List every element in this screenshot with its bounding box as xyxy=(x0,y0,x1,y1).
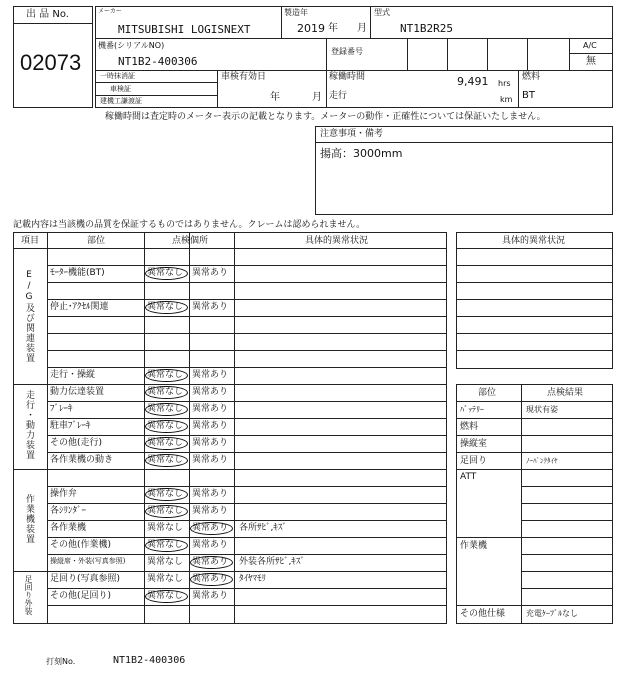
col-check: 点検個所 xyxy=(172,236,209,246)
serial-label: 機番(シリアルNO) xyxy=(98,41,165,50)
circle-mark-ok xyxy=(145,403,188,416)
check-ok-label: 異常なし xyxy=(147,454,184,465)
circle-mark-ok xyxy=(145,505,188,518)
part-label: その他(作業機) xyxy=(50,539,112,550)
check-ng-label: 異常あり xyxy=(192,420,229,431)
part-label: 各作業機 xyxy=(50,522,87,533)
circle-mark-ok xyxy=(145,267,188,280)
stamp-value: NT1B2-400306 xyxy=(113,655,186,666)
detail-text: 各所ｻﾋﾞ,ｷｽﾞ xyxy=(239,522,287,533)
part-label: 動力伝達装置 xyxy=(50,386,105,397)
cert-2: 車検証 xyxy=(110,85,131,93)
check-ok-label: 異常なし xyxy=(147,369,184,380)
check-ng-label: 異常あり xyxy=(192,522,229,533)
circle-mark-ok xyxy=(145,301,188,314)
mileage-unit: km xyxy=(500,95,513,104)
hours-value: 9,491 xyxy=(457,75,489,88)
inspection-year: 年 xyxy=(270,92,280,103)
check-ok-label: 異常なし xyxy=(147,505,184,516)
circle-mark-ok xyxy=(145,386,188,399)
part-label: 足回り(写真参照) xyxy=(50,573,121,584)
part-label: 各作業機の動き xyxy=(50,454,114,465)
model-value: NT1B2R25 xyxy=(400,22,453,35)
hours-unit: hrs xyxy=(498,79,511,88)
stamp-label: 打刻No. xyxy=(46,657,76,666)
maker-value: MITSUBISHI LOGISNEXT xyxy=(118,23,251,36)
fuel-label: 燃料 xyxy=(522,72,541,82)
circle-mark-ok xyxy=(145,539,188,552)
section-drive: 走行・動力装置 xyxy=(24,390,34,460)
part-label: 駐車ﾌﾞﾚｰｷ xyxy=(50,420,91,431)
check-ok-label: 異常なし xyxy=(147,301,184,312)
model-label: 型式 xyxy=(374,8,390,17)
inspection-label: 車検有効日 xyxy=(221,72,267,82)
year-unit: 年 xyxy=(328,23,338,34)
check-ok-label: 異常なし xyxy=(147,590,184,601)
result-value-undercarriage: ﾉｰﾊﾟﾝｸﾀｲﾔ xyxy=(526,457,558,465)
result-part-cab: 操縦室 xyxy=(460,439,488,449)
result-part-workmachine: 作業機 xyxy=(460,541,488,551)
remarks-text: 揚高：3000mm xyxy=(320,147,403,160)
check-ng-label: 異常あり xyxy=(192,556,229,567)
part-label: ﾌﾞﾚｰｷ xyxy=(50,403,73,414)
detail-text: ﾀｲﾔﾏﾓﾘ xyxy=(239,573,267,584)
mileage-label: 走行 xyxy=(329,91,348,101)
check-ok-label: 異常なし xyxy=(147,386,184,397)
result-part-battery: ﾊﾞｯﾃﾘｰ xyxy=(460,405,484,414)
right-detail-box xyxy=(456,232,613,369)
check-ok-label: 異常なし xyxy=(147,539,184,550)
circle-mark-ng xyxy=(190,522,233,535)
check-ok-label: 異常なし xyxy=(147,437,184,448)
circle-mark-ok xyxy=(145,454,188,467)
check-ng-label: 異常あり xyxy=(192,539,229,550)
result-part-fuel: 燃料 xyxy=(460,422,479,432)
check-ok-label: 異常なし xyxy=(147,267,184,278)
cert-3: 建機工謙渡証 xyxy=(100,97,142,105)
maker-label: メーカー xyxy=(98,8,122,15)
part-label: ﾓｰﾀｰ機能(BT) xyxy=(50,267,105,278)
col-part: 部位 xyxy=(87,236,106,246)
reg-label: 登録番号 xyxy=(331,47,363,56)
col-detail: 具体的異常状況 xyxy=(305,236,369,246)
result-part-att: ATT xyxy=(460,472,477,482)
circle-mark-ok xyxy=(145,437,188,450)
circle-mark-ok xyxy=(145,420,188,433)
serial-value: NT1B2-400306 xyxy=(118,55,198,68)
circle-mark-ok xyxy=(145,488,188,501)
inspection-month: 月 xyxy=(312,92,322,103)
check-ng-label: 異常あり xyxy=(192,403,229,414)
fuel-value: BT xyxy=(522,90,535,101)
check-ng-label: 異常あり xyxy=(192,590,229,601)
part-label: 走行・操縦 xyxy=(50,369,96,380)
check-ok-label: 異常なし xyxy=(147,573,184,584)
check-ok-label: 異常なし xyxy=(147,556,184,567)
check-ok-label: 異常なし xyxy=(147,420,184,431)
detail-text: 外装各所ｻﾋﾞ,ｷｽﾞ xyxy=(239,556,305,567)
check-ng-label: 異常あり xyxy=(192,267,229,278)
ac-label: A/C xyxy=(583,41,597,50)
part-label: その他(走行) xyxy=(50,437,103,448)
year-value: 2019 xyxy=(297,22,325,35)
result-part-undercarriage: 足回り xyxy=(460,456,488,466)
lot-label: 出 品 No. xyxy=(26,9,69,20)
circle-mark-ng xyxy=(190,556,233,569)
col-item: 項目 xyxy=(21,236,40,246)
part-label: 停止･ｱｸｾﾙ関連 xyxy=(50,301,109,312)
hours-label: 稼働時間 xyxy=(329,72,366,82)
circle-mark-ok xyxy=(145,369,188,382)
right-detail-title: 具体的異常状況 xyxy=(502,236,566,246)
remarks-box xyxy=(315,126,613,215)
section-undercarriage: 足回り外装 xyxy=(24,575,33,615)
part-label: 操縦席・外装(写真参照) xyxy=(50,556,126,565)
month-unit: 月 xyxy=(357,23,367,34)
check-ng-label: 異常あり xyxy=(192,437,229,448)
check-ng-label: 異常あり xyxy=(192,454,229,465)
check-ok-label: 異常なし xyxy=(147,522,184,533)
circle-mark-ok xyxy=(145,590,188,603)
check-ng-label: 異常あり xyxy=(192,488,229,499)
check-ok-label: 異常なし xyxy=(147,403,184,414)
year-label: 製造年 xyxy=(284,8,308,17)
part-label: その他(足回り) xyxy=(50,590,112,601)
result-col-part: 部位 xyxy=(478,388,497,398)
remarks-label: 注意事項・備考 xyxy=(320,129,384,139)
result-part-other: その他仕様 xyxy=(460,609,506,619)
circle-mark-ng xyxy=(190,573,233,586)
check-ng-label: 異常あり xyxy=(192,386,229,397)
check-ok-label: 異常なし xyxy=(147,488,184,499)
section-engine: E/G及び関連装置 xyxy=(24,270,34,363)
section-work: 作業機装置 xyxy=(24,494,34,544)
check-ng-label: 異常あり xyxy=(192,301,229,312)
lot-number: 02073 xyxy=(20,50,82,75)
cert-1: 一時抹消証 xyxy=(100,72,135,80)
check-ng-label: 異常あり xyxy=(192,573,229,584)
part-label: 操作弁 xyxy=(50,488,78,499)
result-value-battery: 現状有姿 xyxy=(526,405,558,414)
hours-note: 稼働時間は査定時のメーター表示の記載となります。メーターの動作・正確性については保証いたしません。 xyxy=(105,112,546,122)
check-ng-label: 異常あり xyxy=(192,369,229,380)
result-col-result: 点検結果 xyxy=(547,388,584,398)
part-label: 各ｼﾘﾝﾀﾞｰ xyxy=(50,505,87,516)
check-ng-label: 異常あり xyxy=(192,505,229,516)
disclaimer: 記載内容は当該機の品質を保証するものではありません。クレームは認められません。 xyxy=(13,220,366,230)
result-value-other: 充電ｹｰﾌﾞﾙなし xyxy=(526,609,578,618)
ac-value: 無 xyxy=(586,56,596,67)
